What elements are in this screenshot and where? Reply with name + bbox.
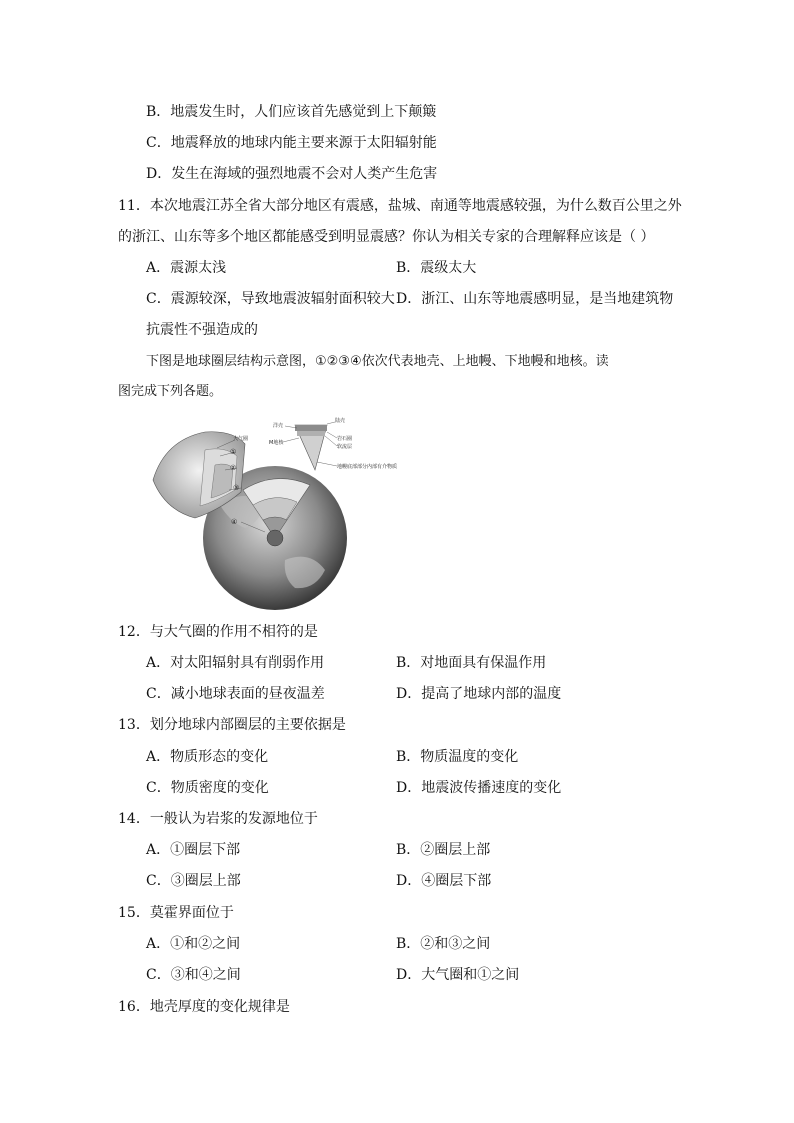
prev-option-b: B．地震发生时，人们应该首先感觉到上下颠簸 <box>146 104 437 120</box>
prev-option-c: C．地震释放的地球内能主要来源于太阳辐射能 <box>146 135 437 151</box>
q13-option-a: A．物质形态的变化 <box>146 749 269 765</box>
q12-option-d: D．提高了地球内部的温度 <box>396 686 562 702</box>
label-layer-3: ③ <box>233 484 240 492</box>
core-shape <box>267 530 283 546</box>
q11-option-c: C．震源较深，导致地震波辐射面积较大 <box>146 291 395 307</box>
label-layer-4: ④ <box>231 518 238 526</box>
q11-option-a: A．震源太浅 <box>146 260 227 276</box>
q13-option-b: B．物质温度的变化 <box>396 749 519 765</box>
label-continent-crust: 陆壳 <box>335 418 346 424</box>
earth-structure-figure <box>145 410 398 610</box>
figure-intro-line1: 下图是地球圈层结构示意图，①②③④依次代表地壳、上地幔、下地幔和地核。读 <box>146 354 609 369</box>
q12-stem: 12．与大气圈的作用不相符的是 <box>118 624 318 640</box>
q12-option-c: C．减小地球表面的昼夜温差 <box>146 686 325 702</box>
q11-option-d-continued: 抗震性不强造成的 <box>146 322 258 338</box>
q13-stem: 13．划分地球内部圈层的主要依据是 <box>118 717 346 733</box>
q16-stem: 16．地壳厚度的变化规律是 <box>118 999 290 1015</box>
q11-option-d: D．浙江、山东等地震感明显，是当地建筑物 <box>396 291 674 307</box>
q15-option-b: B．②和③之间 <box>396 936 491 952</box>
q15-option-d: D．大气圈和①之间 <box>396 967 520 983</box>
q11-option-b: B．震级太大 <box>396 260 477 276</box>
label-layer-2: ② <box>230 464 237 472</box>
label-lithosphere: 岩石圈 <box>337 436 353 442</box>
q14-option-b: B．②圈层上部 <box>396 842 491 858</box>
q13-option-c: C．物质密度的变化 <box>146 780 269 796</box>
label-note: 地幔底部部分内部有介物质 <box>337 464 398 470</box>
q11-stem-line2: 的浙江、山东等多个地区都能感受到明显震感？你认为相关专家的合理解释应该是（ ） <box>118 229 655 245</box>
label-asthenosphere: 软流层 <box>337 444 353 450</box>
q12-option-a: A．对太阳辐射具有削弱作用 <box>146 655 325 671</box>
label-moho: M地核 <box>269 440 284 446</box>
label-atmosphere: 大气圈 <box>233 436 249 442</box>
label-layer-1: ① <box>230 448 237 456</box>
q11-stem-line1: 11．本次地震江苏全省大部分地区有震感，盐城、南通等地震感较强，为什么数百公里之外 <box>118 198 682 214</box>
q15-option-a: A．①和②之间 <box>146 936 241 952</box>
prev-option-d: D．发生在海域的强烈地震不会对人类产生危害 <box>146 166 438 182</box>
q14-option-a: A．①圈层下部 <box>146 842 241 858</box>
label-ocean-crust: 洋壳 <box>273 423 284 429</box>
q14-option-d: D．④圈层下部 <box>396 873 492 889</box>
q13-option-d: D．地震波传播速度的变化 <box>396 780 562 796</box>
q15-stem: 15．莫霍界面位于 <box>118 905 234 921</box>
figure-intro-line2: 图完成下列各题。 <box>118 384 223 399</box>
q12-option-b: B．对地面具有保温作用 <box>396 655 547 671</box>
q15-option-c: C．③和④之间 <box>146 967 241 983</box>
q14-stem: 14．一般认为岩浆的发源地位于 <box>118 811 318 827</box>
q14-option-c: C．③圈层上部 <box>146 873 241 889</box>
